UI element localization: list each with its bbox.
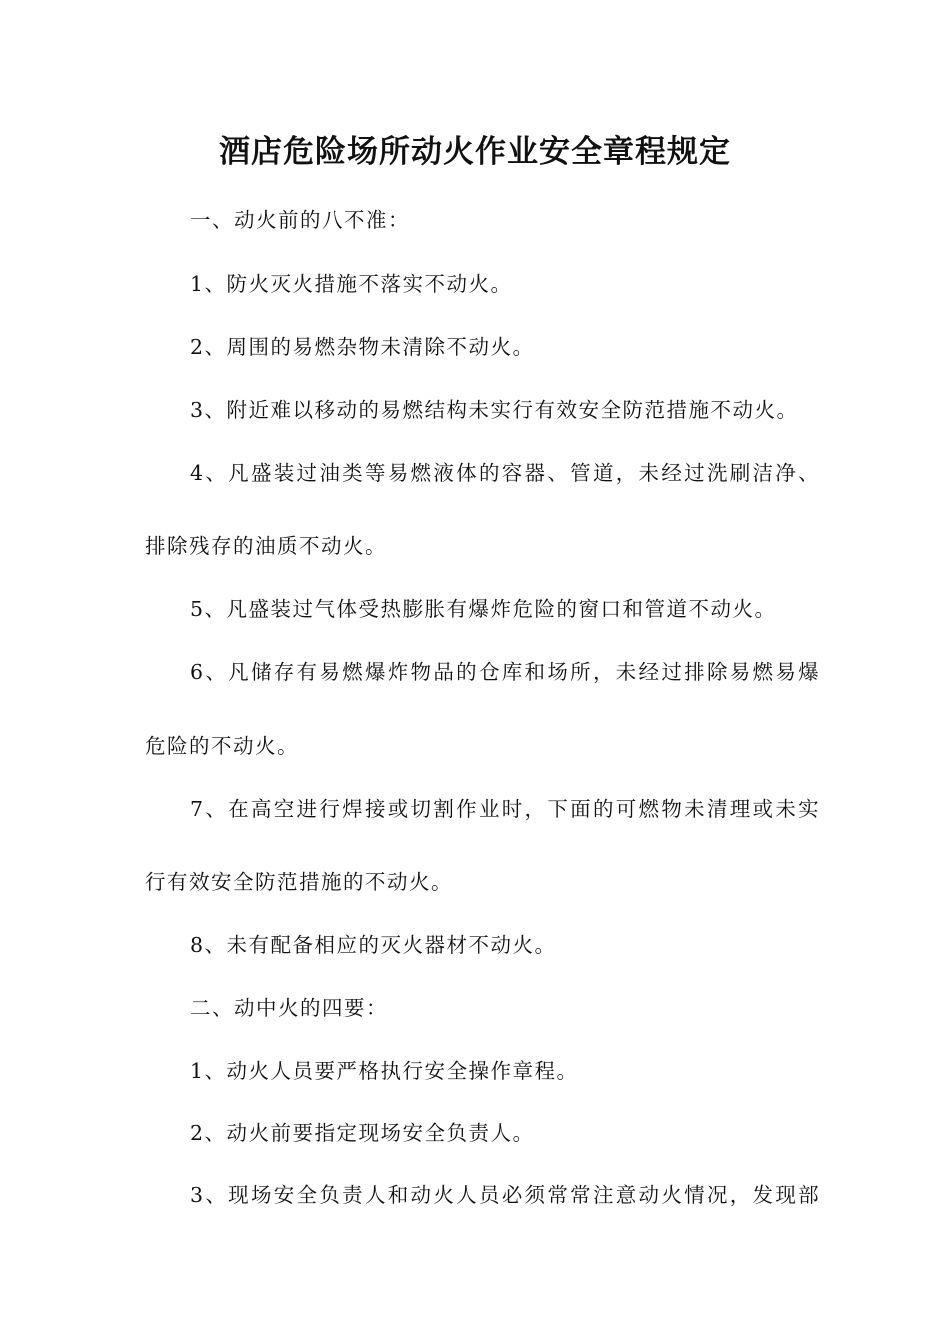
paragraph-line: 3、现场安全负责人和动火人员必须常常注意动火情况，发现部 xyxy=(190,1183,821,1207)
paragraph-line: 8、未有配备相应的灭火器材不动火。 xyxy=(190,933,557,957)
paragraph-line: 危险的不动火。 xyxy=(145,734,299,758)
paragraph-line: 排除残存的油质不动火。 xyxy=(145,534,387,558)
document-title: 酒店危险场所动火作业安全章程规定 xyxy=(219,134,731,170)
paragraph-line: 7、在高空进行焊接或切割作业时，下面的可燃物未清理或未实 xyxy=(190,797,821,821)
section-heading-2: 二、动中火的四要： xyxy=(190,996,388,1020)
paragraph-line: 2、周围的易燃杂物未清除不动火。 xyxy=(190,335,535,359)
paragraph-line: 1、动火人员要严格执行安全操作章程。 xyxy=(190,1059,579,1083)
paragraph-line: 2、动火前要指定现场安全负责人。 xyxy=(190,1121,535,1145)
paragraph-line: 3、附近难以移动的易燃结构未实行有效安全防范措施不动火。 xyxy=(190,398,799,422)
paragraph-line: 1、防火灭火措施不落实不动火。 xyxy=(190,272,513,296)
section-heading-1: 一、动火前的八不准： xyxy=(190,208,410,232)
paragraph-line: 行有效安全防范措施的不动火。 xyxy=(145,870,453,894)
paragraph-line: 5、凡盛装过气体受热膨胀有爆炸危险的窗口和管道不动火。 xyxy=(190,597,777,621)
paragraph-line: 6、凡储存有易燃爆炸物品的仓库和场所，未经过排除易燃易爆 xyxy=(190,660,821,684)
paragraph-line: 4、凡盛装过油类等易燃液体的容器、管道，未经过洗刷洁净、 xyxy=(190,461,821,485)
